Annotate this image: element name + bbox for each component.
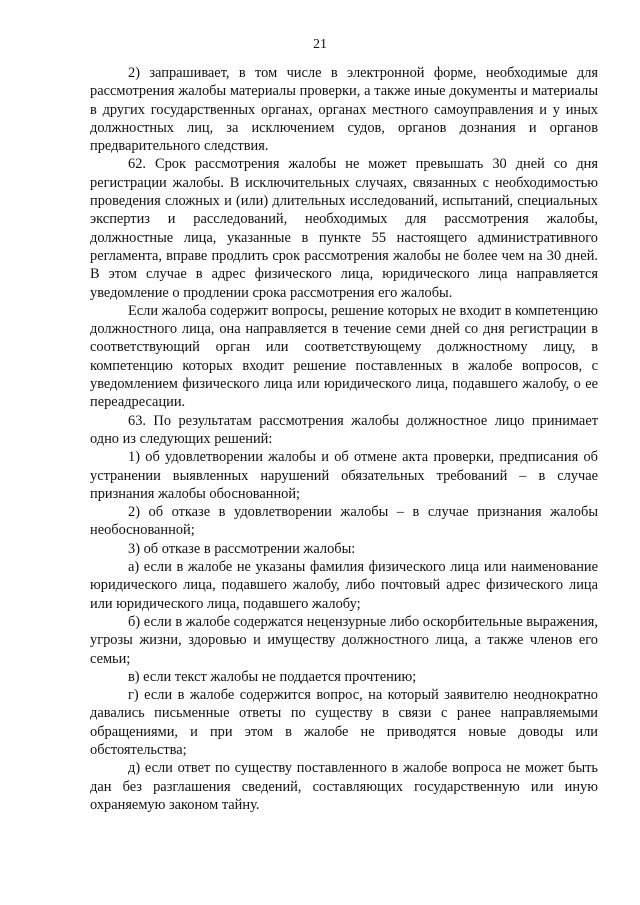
paragraph: 2) об отказе в удовлетворении жалобы – в случае признания жалобы необоснованной; [90, 504, 598, 539]
page-number: 21 [313, 37, 327, 52]
paragraph: Если жалоба содержит вопросы, решение которых не входит в компетенцию должностного лица, она направляется в течение семи дней со дня регистрации в соответствующий орган или соответствующему должностному лицу, в компетенцию которых входит решение поставленных в жалобе вопросов, с уведомлением физического лица или юридического лица, подавшего жалобу, о ее переадресации. [90, 302, 598, 411]
paragraph: в) если текст жалобы не поддается прочтению; [128, 668, 417, 685]
paragraph: г) если в жалобе содержится вопрос, на который заявителю неоднократно давались письменные ответы по существу в связи с ранее направляемыми обращениями, и при этом в жалобе не приводятся новые доводы или обстоятельства; [90, 687, 598, 758]
paragraph: б) если в жалобе содержатся нецензурные либо оскорбительные выражения, угрозы жизни, здоровью и имуществу должностного лица, а также членов его семьи; [90, 613, 598, 667]
paragraph: д) если ответ по существу поставленного в жалобе вопроса не может быть дан без разглашения сведений, составляющих государственную или иную охраняемую законом тайну. [90, 760, 598, 813]
document-body [90, 64, 598, 814]
paragraph: 62. Срок рассмотрения жалобы не может превышать 30 дней со дня регистрации жалобы. В исключительных случаях, связанных с необходимостью проведения сложных и (или) длительных исследований, испытаний, специальных экспертиз и расследований, необходимых для рассмотрения жалобы, должностные лица, указанные в пункте 55 настоящего административного регламента, вправе продлить срок рассмотрения жалобы не более чем на 30 дней. В этом случае в адрес физического лица, юридического лица направляется уведомление о продлении срока рассмотрения его жалобы. [90, 156, 598, 301]
paragraph: 2) запрашивает, в том числе в электронной форме, необходимые для рассмотрения жалобы материалы проверки, а также иные документы и материалы в других государственных органах, органах местного самоуправления и у иных должностных лиц, за исключением судов, органов дознания и органов предварительного следствия. [90, 65, 598, 155]
paragraph: 1) об удовлетворении жалобы и об отмене акта проверки, предписания об устранении выявленных нарушений обязательных требований – в случае признания жалобы обоснованной; [90, 449, 598, 502]
paragraph: а) если в жалобе не указаны фамилия физического лица или наименование юридического лица, подавшего жалобу, либо почтовый адрес физического лица или юридического лица, подавшего жалобу; [90, 559, 598, 612]
paragraph: 3) об отказе в рассмотрении жалобы: [128, 540, 356, 557]
paragraph: 63. По результатам рассмотрения жалобы должностное лицо принимает одно из следующих решений: [90, 412, 598, 447]
